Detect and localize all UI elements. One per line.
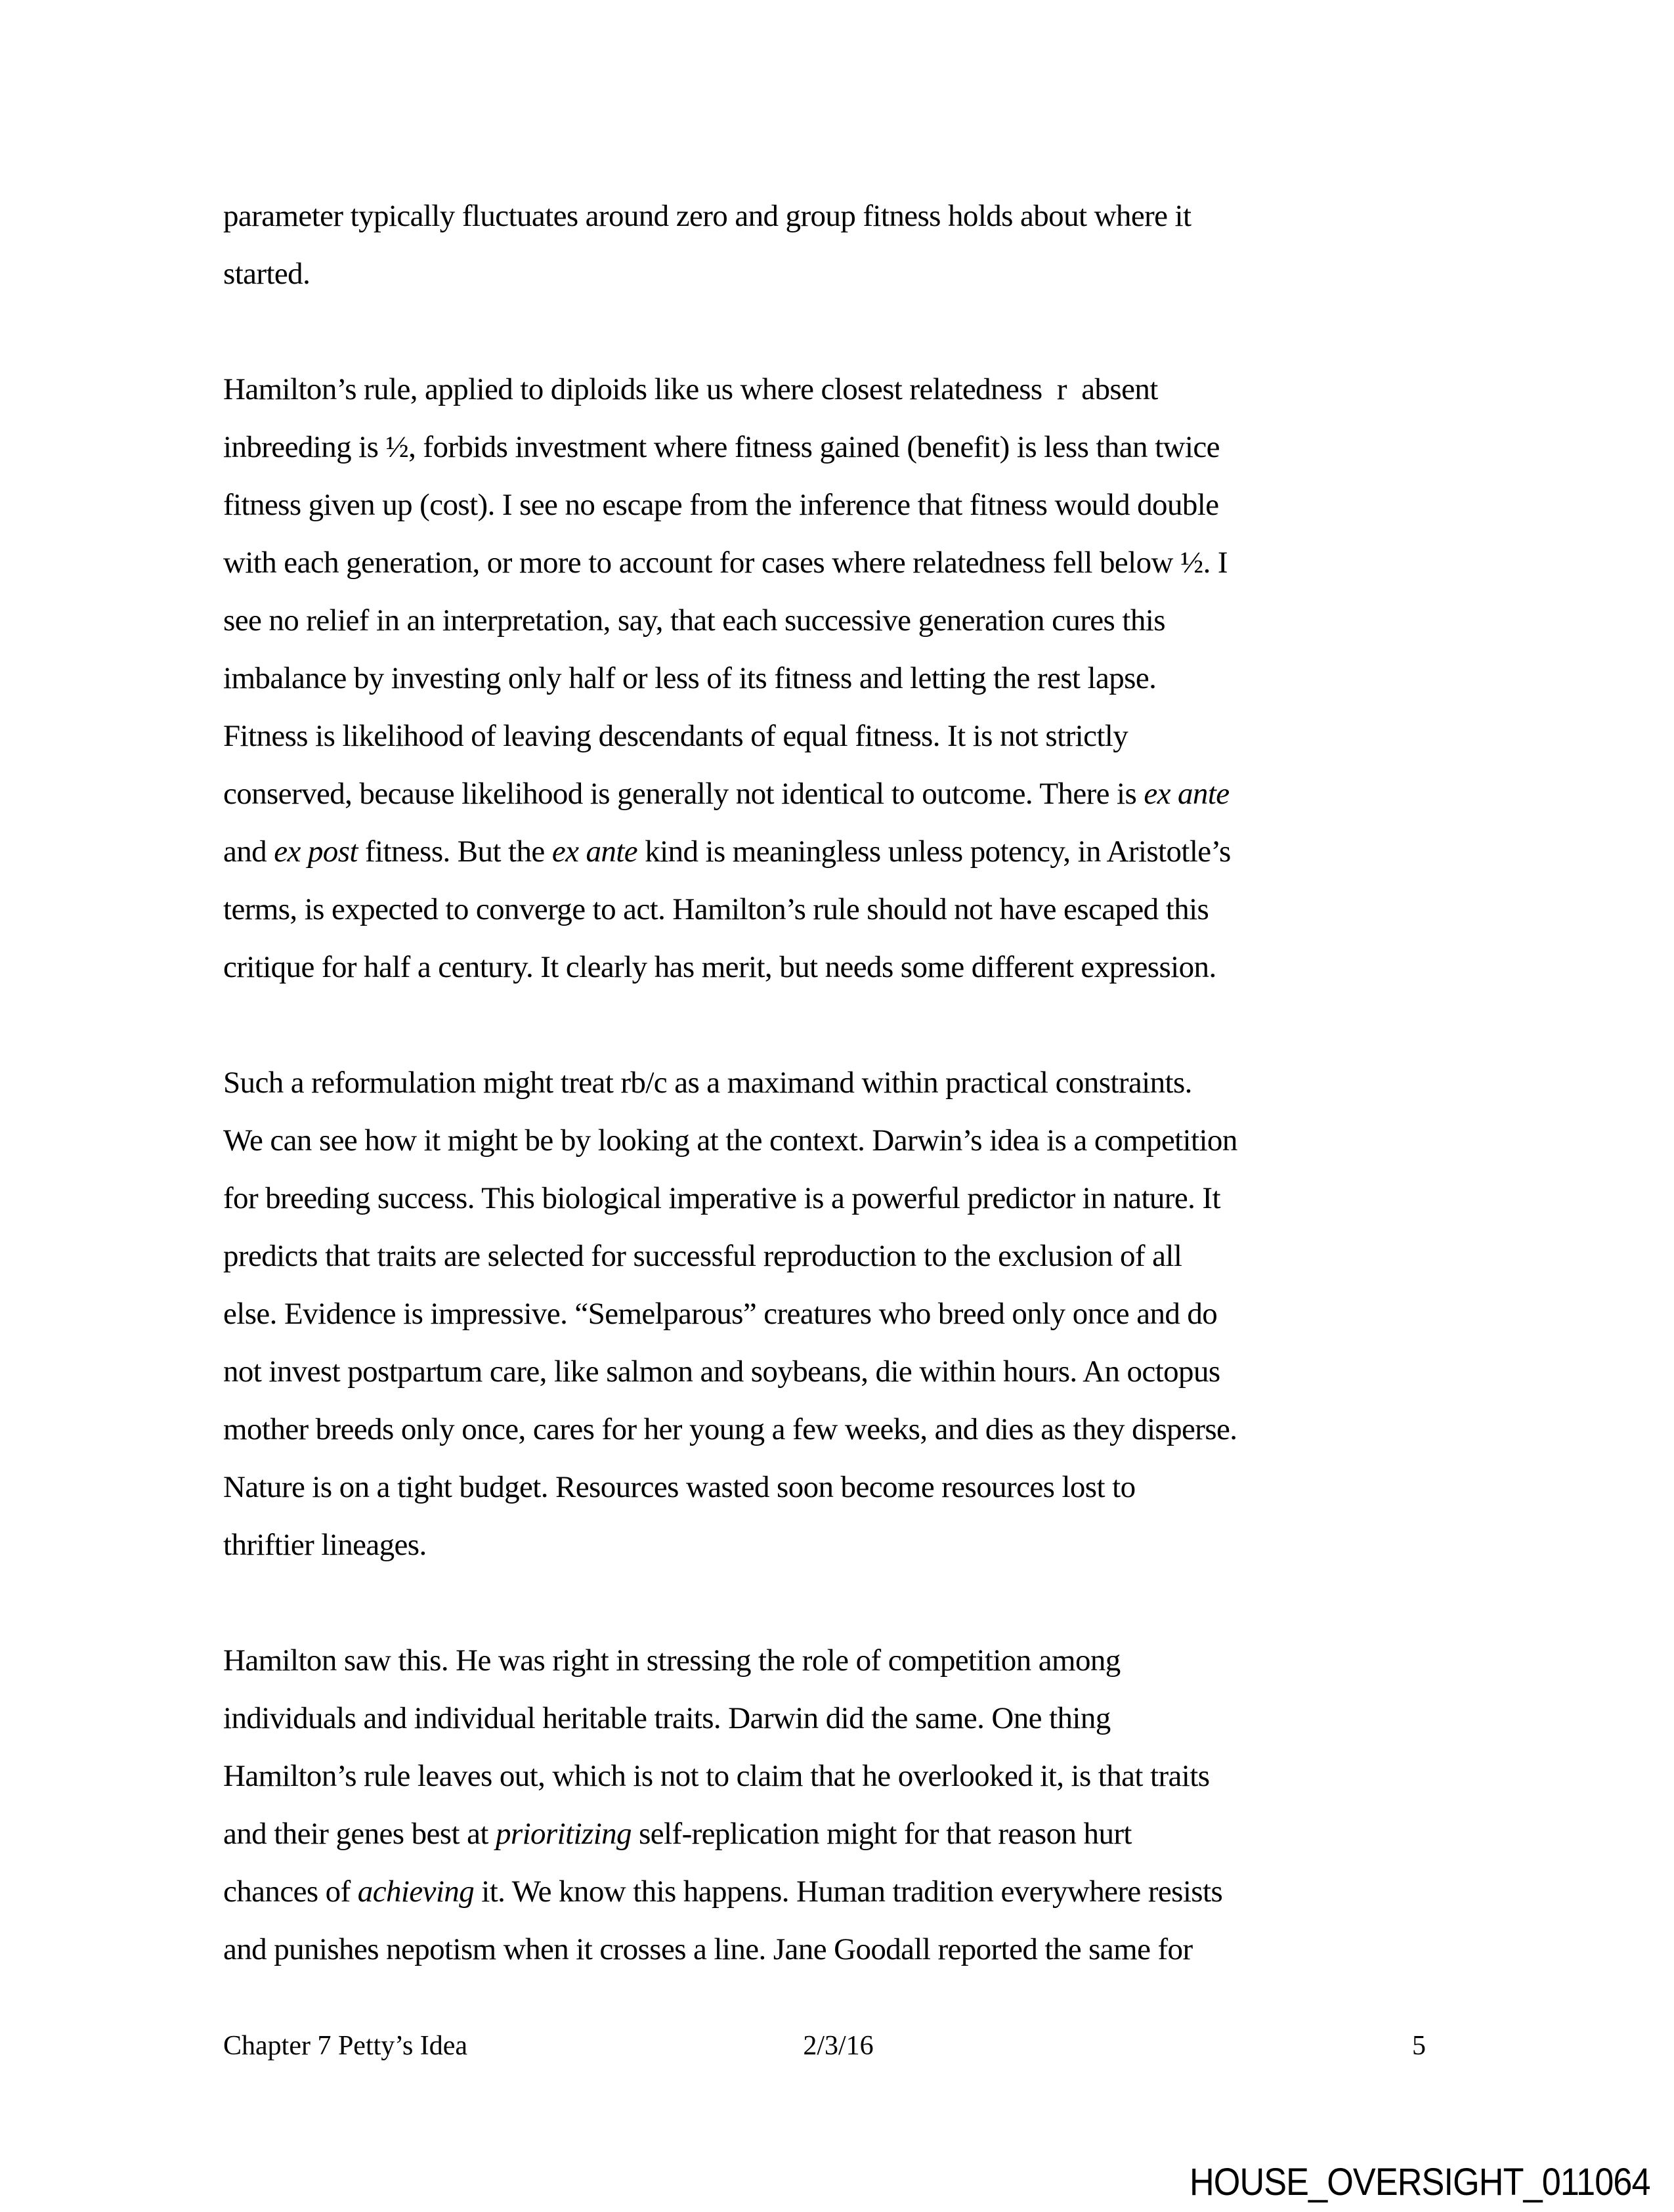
paragraph	[223, 360, 1464, 996]
text-run: predicts that traits are selected for successful reproduction to the exclusion of all	[223, 1239, 1182, 1273]
text-run: individuals and individual heritable traits. Darwin did the same. One thing	[223, 1701, 1111, 1735]
text-run: not invest postpartum care, like salmon and soybeans, die within hours. An octopus	[223, 1355, 1220, 1389]
text-run: parameter typically fluctuates around zero and group fitness holds about where it	[223, 199, 1191, 233]
text-run: kind is meaningless unless potency, in Aristotle’s	[637, 835, 1231, 869]
text-line	[223, 707, 1464, 765]
text-line	[223, 649, 1464, 707]
text-run: Hamilton’s rule, applied to diploids like us where closest relatedness r absent	[223, 372, 1158, 406]
paragraph	[223, 1054, 1464, 1574]
text-line	[223, 476, 1464, 534]
footer-date: 2/3/16	[803, 2031, 874, 2061]
text-line	[223, 418, 1464, 476]
text-line	[223, 1112, 1464, 1169]
text-run: fitness. But the	[357, 835, 552, 869]
text-run: and punishes nepotism when it crosses a line. Jane Goodall reported the same for	[223, 1932, 1193, 1966]
footer	[223, 2030, 1426, 2070]
text-line	[223, 1400, 1464, 1458]
paragraph	[223, 187, 1464, 303]
text-line	[223, 823, 1464, 880]
text-line	[223, 1285, 1464, 1343]
footer-chapter-title: Chapter 7 Petty’s Idea	[223, 2031, 468, 2061]
text-run: and	[223, 835, 274, 869]
text-line	[223, 1054, 1464, 1112]
document-body	[223, 187, 1464, 1978]
text-run: Nature is on a tight budget. Resources wasted soon become resources lost to	[223, 1470, 1136, 1504]
text-run: thriftier lineages.	[223, 1528, 427, 1562]
paragraph	[223, 1632, 1464, 1978]
text-run: with each generation, or more to account for cases where relatedness fell below ½. I	[223, 546, 1228, 580]
text-run: Such a reformulation might treat rb/c as a maximand within practical constraints.	[223, 1066, 1192, 1100]
text-run: imbalance by investing only half or less of its fitness and letting the rest lapse.	[223, 661, 1157, 695]
text-line	[223, 534, 1464, 592]
text-run: Fitness is likelihood of leaving descendants of equal fitness. It is not strictly	[223, 719, 1128, 753]
italic-text-run: ex post	[274, 835, 358, 869]
text-line	[223, 1516, 1464, 1574]
text-run: else. Evidence is impressive. “Semelparous” creatures who breed only once and do	[223, 1297, 1218, 1331]
text-line	[223, 360, 1464, 418]
text-line	[223, 880, 1464, 938]
italic-text-run: achieving	[357, 1875, 475, 1909]
text-run: and their genes best at	[223, 1817, 496, 1851]
text-line	[223, 187, 1464, 245]
text-line	[223, 245, 1464, 303]
text-line	[223, 1689, 1464, 1747]
text-line	[223, 592, 1464, 649]
text-line	[223, 765, 1464, 823]
text-run: for breeding success. This biological imperative is a powerful predictor in nature. It	[223, 1181, 1220, 1215]
text-run: Hamilton’s rule leaves out, which is not to claim that he overlooked it, is that traits	[223, 1759, 1210, 1793]
text-run: started.	[223, 257, 311, 291]
text-run: critique for half a century. It clearly has merit, but needs some different expression.	[223, 950, 1216, 984]
text-run: Hamilton saw this. He was right in stressing the role of competition among	[223, 1643, 1121, 1678]
text-line	[223, 1227, 1464, 1285]
text-line	[223, 938, 1464, 996]
text-line	[223, 1920, 1464, 1978]
text-run: it. We know this happens. Human tradition everywhere resists	[474, 1875, 1223, 1909]
oversight-stamp: HOUSE_OVERSIGHT_011064	[1190, 2161, 1650, 2203]
text-line	[223, 1169, 1464, 1227]
text-run: chances of	[223, 1875, 358, 1909]
text-run: mother breeds only once, cares for her young a few weeks, and dies as they disperse.	[223, 1412, 1237, 1446]
text-line	[223, 1343, 1464, 1400]
text-line	[223, 1747, 1464, 1805]
text-run: see no relief in an interpretation, say, that each successive generation cures this	[223, 603, 1165, 638]
text-run: We can see how it might be by looking at the context. Darwin’s idea is a competition	[223, 1123, 1237, 1158]
text-line	[223, 1458, 1464, 1516]
text-run: conserved, because likelihood is generally not identical to outcome. There is	[223, 777, 1144, 811]
text-run: terms, is expected to converge to act. Hamilton’s rule should not have escaped this	[223, 892, 1209, 926]
text-run: inbreeding is ½, forbids investment where fitness gained (benefit) is less than twice	[223, 430, 1220, 464]
footer-page-number: 5	[1412, 2031, 1426, 2061]
text-line	[223, 1632, 1464, 1689]
text-line	[223, 1863, 1464, 1920]
italic-text-run: ex ante	[1144, 777, 1230, 811]
text-run: self-replication might for that reason hurt	[631, 1817, 1132, 1851]
text-line	[223, 1805, 1464, 1863]
italic-text-run: prioritizing	[495, 1817, 632, 1851]
text-run: fitness given up (cost). I see no escape from the inference that fitness would double	[223, 488, 1219, 522]
italic-text-run: ex ante	[551, 835, 638, 869]
